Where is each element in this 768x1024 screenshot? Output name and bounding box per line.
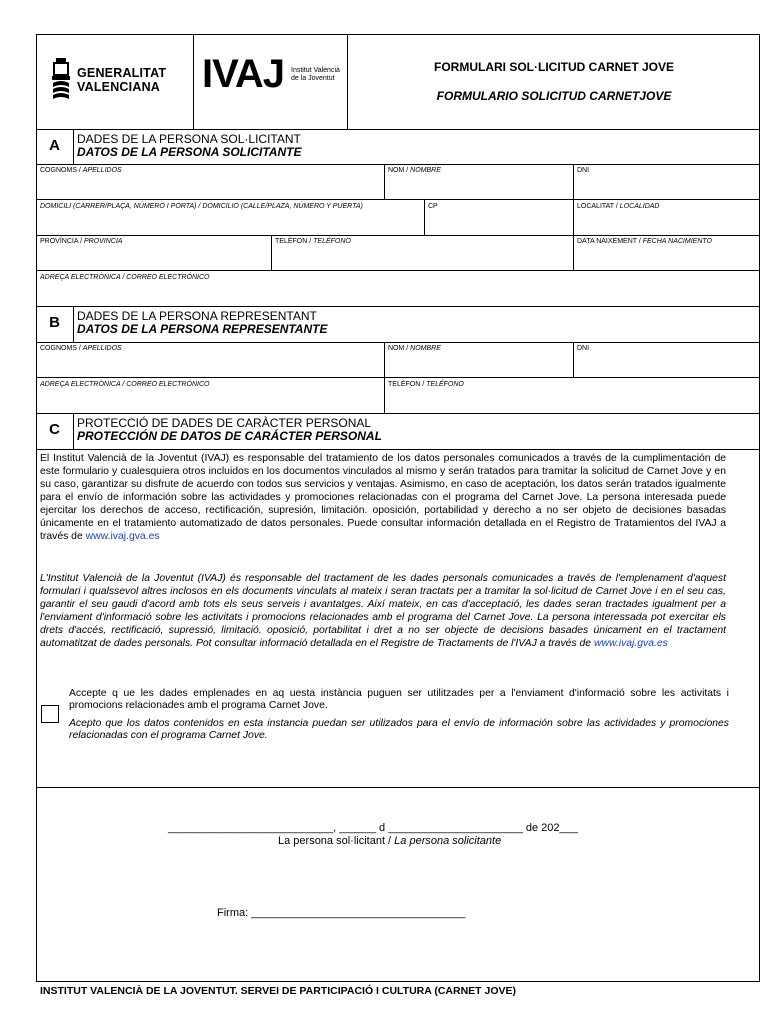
provincia-label: PROVÍNCIA / PROVINCIA [40,238,123,245]
signature-line[interactable]: Firma: ___________________________________ [217,907,466,919]
section-c-title [77,417,382,443]
rep-email-label: ADREÇA ELECTRÒNICA / CORREO ELECTRÓNICO [40,381,210,388]
section-b-title-es: DATOS DE LA PERSONA REPRESENTANTE [77,322,328,336]
generalitat-name [77,66,166,94]
divider [384,377,385,413]
divider [573,235,574,270]
generalitat-line1: GENERALITAT [77,66,167,80]
ivaj-subtitle [291,67,340,83]
section-a-letter: A [49,137,60,154]
rep-dni-label: DNI [577,345,590,352]
divider [36,787,760,788]
divider [347,34,348,130]
section-a-title-val: DADES DE LA PERSONA SOL·LICITANT [77,132,301,146]
divider [36,449,760,450]
divider [36,164,760,165]
section-b-title [77,310,327,336]
fecha-nacimiento-label: DATA NAIXEMENT / FECHA NACIMIENTO [577,238,712,245]
cp-label: CP [428,203,438,210]
divider [271,235,272,270]
divider [73,306,74,342]
divider [36,306,760,307]
ivaj-logo: IVAJ [202,52,284,96]
section-a-title [77,133,301,159]
divider [384,164,385,199]
consent-text-es: Acepto que los datos contenidos en esta instancia puedan ser utilizados para el envío de información sobre las actividades y promociones relacionadas con el programa Carnet Jove. [69,718,729,741]
signer-role: La persona sol·licitant / La persona solicitante [278,835,502,847]
section-a-title-es: DATOS DE LA PERSONA SOLICITANTE [77,145,302,159]
divider [424,199,425,235]
divider [573,199,574,235]
nombre-label: NOM / NOMBRE [388,167,441,174]
rep-telefono-label: TELÈFON / TELÉFONO [388,381,464,388]
divider [36,377,760,378]
generalitat-emblem-icon [50,56,72,104]
form-title-es: FORMULARIO SOLICITUD CARNETJOVE [436,89,672,103]
privacy-paragraph-es: El Institut Valencià de la Joventut (IVAJ) es responsable del tratamiento de los datos personales comunicados a través de la cumplimentación de este formulario y cualesquiera otros incluidos en los documentos vinculados al mismo y serán tratados para tramitar la solicitud de Carnet Jove y en su caso, garantizar su disfrute de acuerdo con todos sus servicios y ventajas. Asimismo, en caso de aceptación, los datos serán tratados igualmente para el envío de información sobre las actividades y promociones relacionadas con el programa del Carnet Jove. La persona interesada puede ejercitar los derechos de acceso, rectificación, supresión, limitación. oposición, portabilidad y derecho a no ser objeto de decisiones basadas únicamente en el tratamiento automatizado de datos personales. Puede consultar información detallada en el Registro de Tratamientos del IVAJ a través de www.ivaj.gva.es [40,453,726,542]
consent-text-val: Accepte q ue les dades emplenades en aq uesta instància puguen ser utilitzades per a l'enviament d'informació sobre les activitats i promocions relacionades amb el programa Carnet Jove. [69,688,729,711]
rep-apellidos-label: COGNOMS / APELLIDOS [40,345,122,352]
section-c-letter: C [49,421,60,438]
divider [36,235,760,236]
telefono-label: TELÈFON / TELÉFONO [275,238,351,245]
privacy-paragraph-val: L'Institut Valencià de la Joventut (IVAJ) és responsable del tractament de les dades personals comunicades a través de l'emplenament d'aquest formulari i qualssevol altres inclosos en els documents vinculats al mateix i seran tractats per a tramitar la sol·licitud de Carnet Jove i en el seu cas, garantir el seu gaudi d'acord amb tots els seus serveis i avantatges. Així mateix, en cas d'acceptació, les dades seran tractades igualment per a l'enviament d'informació sobre les activitats i promocions relacionades amb el programa del Carnet Jove. La persona interessada pot exercitar els drets d'accés, rectificació, supressió, limitació. oposició, portabilitat i dret a no ser objecte de decisions basades únicament en el tractament automatitzat de dades personals. Pot consultar informació detallada en el Registre de Tractaments de l'IVAJ a través de www.ivaj.gva.es [40,573,726,649]
ivaj-sub2: de la Joventut [291,75,335,82]
section-b-letter: B [49,314,60,331]
email-label: ADREÇA ELECTRÒNICA / CORREO ELECTRÓNICO [40,274,210,281]
divider [36,270,760,271]
divider [36,413,760,414]
ivaj-link-es[interactable]: www.ivaj.gva.es [85,531,160,542]
divider [384,342,385,377]
ivaj-link-val[interactable]: www.ivaj.gva.es [593,638,668,649]
section-b-title-val: DADES DE LA PERSONA REPRESENTANT [77,309,317,323]
dni-label: DNI [577,167,590,174]
section-c-title-es: PROTECCIÓN DE DATOS DE CARÁCTER PERSONAL [77,429,382,443]
page-footer: INSTITUT VALENCIÀ DE LA JOVENTUT. SERVEI DE PARTICIPACIÓ I CULTURA (CARNET JOVE) [40,985,517,997]
generalitat-line2: VALENCIANA [77,80,161,94]
domicilio-label: DOMICILI (CARRER/PLAÇA, NÚMERO I PORTA) / DOMICILIO (CALLE/PLAZA, NÚMERO Y PUERTA) [40,203,363,210]
consent-checkbox[interactable] [41,705,59,723]
localidad-label: LOCALITAT / LOCALIDAD [577,203,660,210]
divider [36,342,760,343]
divider [36,129,760,130]
ivaj-sub1: Institut Valencià [291,67,340,74]
divider [573,342,574,377]
section-c-title-val: PROTECCIÓ DE DADES DE CARÀCTER PERSONAL [77,416,372,430]
form-title-val: FORMULARI SOL·LICITUD CARNET JOVE [434,60,674,74]
divider [573,164,574,199]
divider [73,413,74,449]
divider [193,34,194,130]
rep-nombre-label: NOM / NOMBRE [388,345,441,352]
divider [36,199,760,200]
apellidos-label: COGNOMS / APELLIDOS [40,167,122,174]
divider [73,129,74,164]
date-line[interactable]: ___________________________, ______ d ______________________ de 202___ [168,822,578,834]
